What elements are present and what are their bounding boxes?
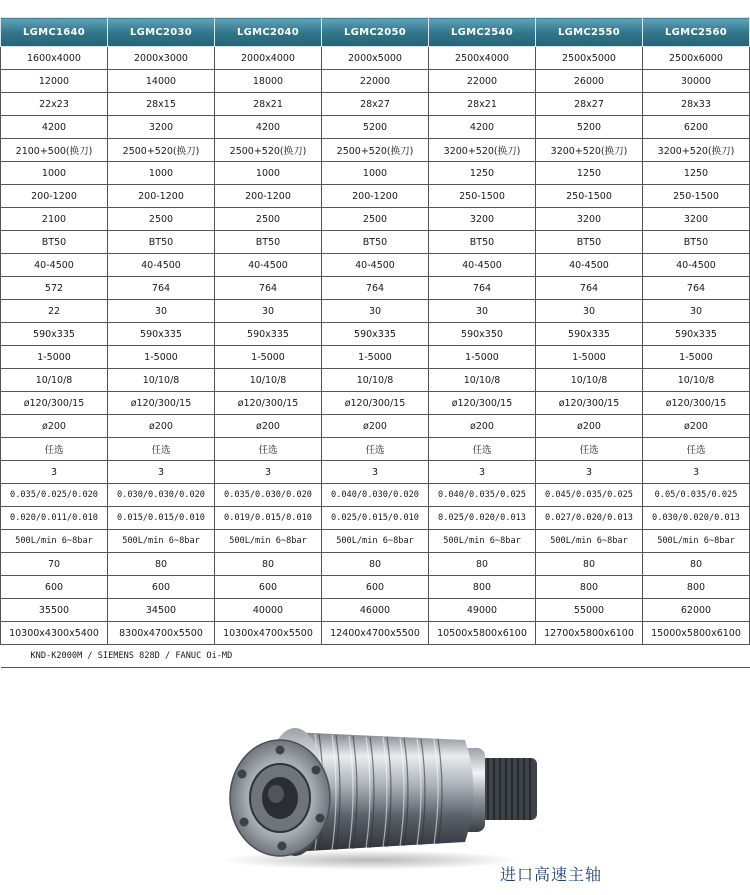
spec-cell: 764 (536, 277, 643, 300)
spec-cell: 80 (643, 553, 750, 576)
spec-cell: 2000x5000 (322, 47, 429, 70)
spec-cell: 22x23 (1, 93, 108, 116)
spec-cell: 3 (536, 461, 643, 484)
model-header-lgmc2560: LGMC2560 (643, 18, 750, 47)
spec-cell: 80 (536, 553, 643, 576)
spec-row (1, 530, 750, 553)
spec-cell: 30 (536, 300, 643, 323)
spec-cell: 590x335 (108, 323, 215, 346)
spec-cell: 10300x4300x5400 (1, 622, 108, 645)
header-row (1, 18, 750, 47)
spec-cell: 1600x4000 (1, 47, 108, 70)
spec-row (1, 116, 750, 139)
spec-cell: 764 (322, 277, 429, 300)
spec-cell: 任选 (643, 438, 750, 461)
spec-cell: 2500 (108, 208, 215, 231)
spec-cell: ø120/300/15 (215, 392, 322, 415)
spec-cell: 800 (429, 576, 536, 599)
spec-cell: 3200 (108, 116, 215, 139)
spec-cell: 500L/min 6~8bar (108, 530, 215, 553)
spec-cell: 764 (429, 277, 536, 300)
spec-row (1, 323, 750, 346)
spec-row (1, 231, 750, 254)
spec-cell: 250-1500 (536, 185, 643, 208)
spec-cell: 0.05/0.035/0.025 (643, 484, 750, 507)
spec-cell: 764 (108, 277, 215, 300)
spec-cell: 3 (643, 461, 750, 484)
spec-cell: 3200+520(换刀) (643, 139, 750, 162)
spec-cell: 46000 (322, 599, 429, 622)
spec-cell: 28x21 (429, 93, 536, 116)
spec-cell: 2500x4000 (429, 47, 536, 70)
spec-cell: 590x335 (643, 323, 750, 346)
spec-row (1, 300, 750, 323)
spec-row (1, 254, 750, 277)
spec-cell: 80 (322, 553, 429, 576)
spec-cell: 800 (536, 576, 643, 599)
spec-cell: 15000x5800x6100 (643, 622, 750, 645)
spec-cell: ø200 (429, 415, 536, 438)
spec-cell: BT50 (1, 231, 108, 254)
spec-row (1, 392, 750, 415)
spec-cell: ø120/300/15 (322, 392, 429, 415)
spec-cell: ø200 (215, 415, 322, 438)
spec-cell: 6200 (643, 116, 750, 139)
spec-row (1, 369, 750, 392)
spec-cell: 12000 (1, 70, 108, 93)
spec-cell: 8300x4700x5500 (108, 622, 215, 645)
spec-cell: 28x33 (643, 93, 750, 116)
spec-row (1, 576, 750, 599)
spec-cell: 3 (215, 461, 322, 484)
spec-cell: 任选 (108, 438, 215, 461)
control-systems: KND-K2000M / SIEMENS 828D / FANUC Oi-MD (1, 645, 750, 668)
spec-cell: 80 (429, 553, 536, 576)
spec-cell: 1-5000 (536, 346, 643, 369)
spec-body (1, 47, 750, 668)
spec-cell: 3200 (429, 208, 536, 231)
spec-cell: 1250 (536, 162, 643, 185)
spec-cell: 0.027/0.020/0.013 (536, 507, 643, 530)
spec-cell: 764 (643, 277, 750, 300)
spec-cell: BT50 (108, 231, 215, 254)
spec-cell: 500L/min 6~8bar (536, 530, 643, 553)
spec-cell: 28x15 (108, 93, 215, 116)
spec-cell: 1-5000 (108, 346, 215, 369)
spec-cell: 任选 (215, 438, 322, 461)
spec-cell: 3200 (536, 208, 643, 231)
spec-row (1, 70, 750, 93)
spec-cell: 0.035/0.030/0.020 (215, 484, 322, 507)
spec-cell: ø200 (1, 415, 108, 438)
spec-cell: 0.040/0.035/0.025 (429, 484, 536, 507)
spec-row (1, 599, 750, 622)
spec-cell: 2100+500(换刀) (1, 139, 108, 162)
spec-cell: 10300x4700x5500 (215, 622, 322, 645)
spec-cell: 30 (215, 300, 322, 323)
spec-row (1, 93, 750, 116)
spec-cell: 28x27 (536, 93, 643, 116)
spec-cell: 2000x3000 (108, 47, 215, 70)
spec-cell: 590x335 (536, 323, 643, 346)
control-systems-row (1, 645, 750, 668)
spec-cell: 200-1200 (108, 185, 215, 208)
spec-cell: 10/10/8 (215, 369, 322, 392)
spec-row (1, 346, 750, 369)
spec-row (1, 415, 750, 438)
spec-row (1, 162, 750, 185)
spec-cell: 2500+520(换刀) (322, 139, 429, 162)
spec-cell: 4200 (429, 116, 536, 139)
spec-cell: 250-1500 (429, 185, 536, 208)
spec-cell: 40-4500 (643, 254, 750, 277)
spec-cell: 10/10/8 (643, 369, 750, 392)
spec-cell: ø120/300/15 (429, 392, 536, 415)
model-header-lgmc2550: LGMC2550 (536, 18, 643, 47)
spec-cell: 600 (322, 576, 429, 599)
spindle-icon (220, 710, 550, 870)
spec-cell: 3 (108, 461, 215, 484)
spec-cell: 26000 (536, 70, 643, 93)
spec-cell: 22 (1, 300, 108, 323)
spec-cell: 10/10/8 (108, 369, 215, 392)
spec-cell: 250-1500 (643, 185, 750, 208)
spindle-caption: 进口高速主轴 (500, 865, 603, 884)
spec-row (1, 277, 750, 300)
spec-cell: 80 (215, 553, 322, 576)
spec-cell: ø200 (322, 415, 429, 438)
spec-cell: 10500x5800x6100 (429, 622, 536, 645)
spec-cell: 2500 (215, 208, 322, 231)
spec-cell: 3200+520(换刀) (536, 139, 643, 162)
spec-cell: 80 (108, 553, 215, 576)
spec-cell: 200-1200 (1, 185, 108, 208)
spec-cell: 5200 (536, 116, 643, 139)
spec-cell: 1250 (643, 162, 750, 185)
spec-cell: 1000 (108, 162, 215, 185)
spec-cell: 590x350 (429, 323, 536, 346)
spec-cell: BT50 (429, 231, 536, 254)
spec-cell: 12400x4700x5500 (322, 622, 429, 645)
spec-cell: 40-4500 (215, 254, 322, 277)
spec-cell: 30 (108, 300, 215, 323)
spec-cell: 1-5000 (1, 346, 108, 369)
spec-cell: 22000 (322, 70, 429, 93)
spec-cell: BT50 (322, 231, 429, 254)
spec-cell: 2500x5000 (536, 47, 643, 70)
spec-cell: 0.025/0.015/0.010 (322, 507, 429, 530)
spec-row (1, 484, 750, 507)
spec-cell: 18000 (215, 70, 322, 93)
spec-cell: 0.030/0.030/0.020 (108, 484, 215, 507)
spec-cell: BT50 (536, 231, 643, 254)
spec-cell: 30 (429, 300, 536, 323)
spec-cell: 10/10/8 (322, 369, 429, 392)
model-header-lgmc2030: LGMC2030 (108, 18, 215, 47)
spec-cell: 500L/min 6~8bar (429, 530, 536, 553)
spec-cell: 30 (322, 300, 429, 323)
spec-row (1, 139, 750, 162)
spec-row (1, 461, 750, 484)
spec-cell: 5200 (322, 116, 429, 139)
spec-cell: ø120/300/15 (108, 392, 215, 415)
model-header-lgmc1640: LGMC1640 (1, 18, 108, 47)
spec-cell: 28x27 (322, 93, 429, 116)
model-header-lgmc2540: LGMC2540 (429, 18, 536, 47)
spec-cell: 0.035/0.025/0.020 (1, 484, 108, 507)
spec-cell: 40-4500 (1, 254, 108, 277)
spec-cell: 14000 (108, 70, 215, 93)
spec-cell: 572 (1, 277, 108, 300)
spec-cell: 500L/min 6~8bar (215, 530, 322, 553)
spec-cell: 35500 (1, 599, 108, 622)
spec-cell: 500L/min 6~8bar (643, 530, 750, 553)
spec-cell: 3200+520(换刀) (429, 139, 536, 162)
spec-cell: 40-4500 (108, 254, 215, 277)
spec-cell: 1-5000 (643, 346, 750, 369)
spec-row (1, 507, 750, 530)
spec-cell: 55000 (536, 599, 643, 622)
spec-cell: 2000x4000 (215, 47, 322, 70)
spec-cell: 1000 (215, 162, 322, 185)
spec-cell: 590x335 (215, 323, 322, 346)
spec-row (1, 185, 750, 208)
spec-cell: 40000 (215, 599, 322, 622)
spec-cell: 4200 (1, 116, 108, 139)
spec-cell: BT50 (643, 231, 750, 254)
spec-cell: 600 (1, 576, 108, 599)
spec-row (1, 208, 750, 231)
spec-table (0, 17, 750, 668)
spec-cell: 3 (1, 461, 108, 484)
model-header-lgmc2040: LGMC2040 (215, 18, 322, 47)
spec-cell: 1-5000 (322, 346, 429, 369)
spec-cell: 40-4500 (429, 254, 536, 277)
model-header-lgmc2050: LGMC2050 (322, 18, 429, 47)
spec-cell: 12700x5800x6100 (536, 622, 643, 645)
spec-cell: 3 (429, 461, 536, 484)
spec-cell: ø200 (643, 415, 750, 438)
spec-cell: 4200 (215, 116, 322, 139)
spec-cell: 1250 (429, 162, 536, 185)
spec-cell: 3200 (643, 208, 750, 231)
spec-cell: 1-5000 (429, 346, 536, 369)
spec-cell: 2500 (322, 208, 429, 231)
spec-cell: 500L/min 6~8bar (1, 530, 108, 553)
spec-cell: 3 (322, 461, 429, 484)
spec-cell: 34500 (108, 599, 215, 622)
spec-cell: 70 (1, 553, 108, 576)
spec-row (1, 553, 750, 576)
spec-row (1, 622, 750, 645)
spec-cell: 任选 (1, 438, 108, 461)
spec-cell: 10/10/8 (1, 369, 108, 392)
spec-cell: 10/10/8 (536, 369, 643, 392)
spec-cell: 764 (215, 277, 322, 300)
spec-cell: 600 (215, 576, 322, 599)
spec-cell: 22000 (429, 70, 536, 93)
spec-cell: 0.015/0.015/0.010 (108, 507, 215, 530)
spec-cell: 任选 (322, 438, 429, 461)
spec-cell: 200-1200 (322, 185, 429, 208)
spec-cell: ø200 (536, 415, 643, 438)
spec-cell: 0.025/0.020/0.013 (429, 507, 536, 530)
spec-row (1, 47, 750, 70)
spec-cell: 0.019/0.015/0.010 (215, 507, 322, 530)
spec-cell: 590x335 (322, 323, 429, 346)
spec-cell: 500L/min 6~8bar (322, 530, 429, 553)
spec-cell: 0.045/0.035/0.025 (536, 484, 643, 507)
spec-row (1, 438, 750, 461)
spec-cell: 800 (643, 576, 750, 599)
spec-cell: 任选 (536, 438, 643, 461)
spec-cell: 40-4500 (536, 254, 643, 277)
spec-cell: 1000 (1, 162, 108, 185)
spec-cell: 0.040/0.030/0.020 (322, 484, 429, 507)
spec-cell: 2100 (1, 208, 108, 231)
spec-cell: 49000 (429, 599, 536, 622)
spec-cell: 600 (108, 576, 215, 599)
spec-cell: 28x21 (215, 93, 322, 116)
spec-cell: ø120/300/15 (643, 392, 750, 415)
spec-cell: 30000 (643, 70, 750, 93)
spec-cell: 1000 (322, 162, 429, 185)
spec-cell: 30 (643, 300, 750, 323)
spec-cell: 2500x6000 (643, 47, 750, 70)
spec-cell: ø120/300/15 (536, 392, 643, 415)
spec-cell: 590x335 (1, 323, 108, 346)
spec-cell: ø200 (108, 415, 215, 438)
spec-cell: 1-5000 (215, 346, 322, 369)
spec-cell: 62000 (643, 599, 750, 622)
spec-cell: 200-1200 (215, 185, 322, 208)
spec-cell: 0.030/0.020/0.013 (643, 507, 750, 530)
spec-cell: 10/10/8 (429, 369, 536, 392)
spec-cell: BT50 (215, 231, 322, 254)
spec-cell: 2500+520(换刀) (215, 139, 322, 162)
spec-cell: ø120/300/15 (1, 392, 108, 415)
spec-cell: 0.020/0.011/0.010 (1, 507, 108, 530)
spec-cell: 任选 (429, 438, 536, 461)
spec-cell: 2500+520(换刀) (108, 139, 215, 162)
spec-cell: 40-4500 (322, 254, 429, 277)
